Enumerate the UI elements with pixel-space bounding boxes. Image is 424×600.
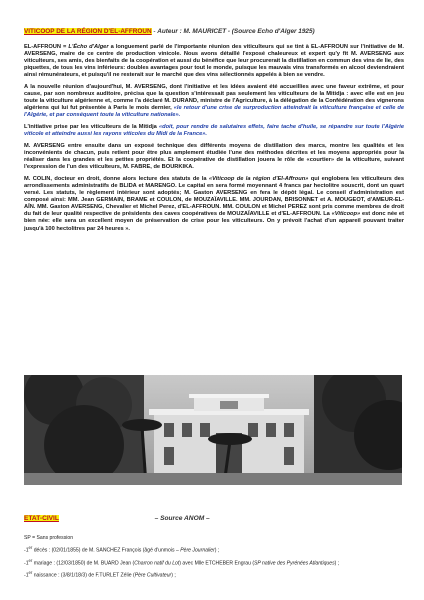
- record-text: décès : (02/01/1855) de M. SANCHEZ François (âgé d'unmois –: [32, 547, 181, 554]
- record-text: naissance : (3/8/1/18/3) de F.TURLET Zélie (: [32, 573, 135, 580]
- paragraph-1-text: a longuement parlé de l'importante réunion des viticulteurs qui se tint à EL-AFFROUN sur l'initiative de M. AVERSENG, maire de ce centre de production vinicole. Nous avons détaillé l'exposé chaleureux et expert qu'y fit M. AVERSENG aux viticulteurs, ses amis, des bienfaits de la coopération et aussi du bénéfice que leur procurerait la distillation en commun des vins de lie, des piquettes, de tous les vins inférieurs: doubles avantages pour tout le monde, puisque les mauvais vins transformés en alcool deviendraient ainsi rémunérateurs, et puisqu'il ne resterait sur le marché que des vins sélectionnés appelés à bien se vendre.: [24, 44, 404, 79]
- record-ordinal: er: [28, 544, 33, 550]
- record-note: Charron natif du Lot: [134, 560, 180, 567]
- section-title: ETAT-CIVIL: [24, 515, 59, 522]
- record-prefix: -1: [24, 547, 29, 554]
- record-note: Père Cultivateur: [134, 573, 172, 580]
- dateline: EL-AFFROUN =: [24, 44, 69, 50]
- article-body: [24, 44, 404, 237]
- paragraph-5-text-3: est donc née et bien née: elle sera un excellent moyen de préservation de crise pour les viticulteurs. On y prévoit l'achat d'un appareil pouvant traiter jusqu'à 100 hectolitres par 24 heures ».: [24, 211, 404, 232]
- record-note-2: SP native des Pyrénées Atlantiques: [254, 560, 335, 567]
- record-prefix: -1: [24, 560, 29, 567]
- civil-records: [24, 535, 404, 583]
- record-text-2: ) avec Mlle ETCHEBER Engrau (: [179, 560, 255, 567]
- paragraph-4: M. AVERSENG entre ensuite dans un exposé technique des différents moyens de distillation des marcs, montre les qualités et les inconvénients de chacun, puis retient pour être plus amplement étudiée l'une des méthodes décrites et les moyens appropriés pour la réaliser dans les grandes et les petites propriétés. Et la coopérative de distillation jouera le rôle de «courtier» de la viticulture, suivant l'expression de l'un des viticulteurs, M. FABRE, de BOURKIKA.: [24, 142, 404, 171]
- sp-legend: SP = Sans profession: [24, 535, 74, 541]
- section-header: [24, 515, 404, 523]
- record-text: mariage : (12/03/1850) de M. BUARD Jean (: [32, 560, 135, 567]
- paragraph-3: [24, 124, 404, 138]
- paragraph-1: [24, 44, 404, 79]
- town-hall-photo-image: [24, 375, 402, 485]
- article-source: Auteur : M. MAURICET - (Source Echo d'Alger 1925): [157, 28, 315, 35]
- civil-record-marriage: [24, 558, 404, 567]
- paragraph-2: [24, 84, 404, 119]
- mitidja-quote: «doit, pour rendre de salutaires effets, faire tache d'huile, se répandre sur toute l'Algérie viticole et atteindre aussi les rayons viticoles du Midi de la France».: [24, 124, 404, 138]
- article-title: VITICOOP DE LA RÉGION D'EL-AFFROUN: [24, 28, 152, 35]
- paragraph-5-text-2: qui englobera les viticulteurs des arrondissements administratifs de BLIDA et MARENGO. Le capital en sera formé moyennant 4 francs par hectolitre souscrit, dont un quart versé. Les statuts, le règlement intérieur sont adoptés; M. Gaston AVERSENG en fera le dépôt légal. Le conseil d'administration est composé ainsi: MM. Jean GERMAIN, BRAME et COULON, de MOUZAÏAVILLE. MM. JOURDAN, BRISONNET et A. MOUGEOT, d'AMEUR-EL-AÏN. MM. Gaston AVERSENG, Chevalier et Michel Perez, d'EL-AFFROUN. MM. COULON et Michel PEREZ sont pris comme membres de droit du fait de leur qualité respective de présidents des caves coopératives de MOUZAÏAVILLE et d'EL-AFFROUN. La: [24, 175, 404, 218]
- paragraph-5: [24, 176, 404, 233]
- paragraph-5-text: M. COLIN, docteur en droit, donne alors lecture des statuts de la: [24, 175, 209, 182]
- paragraph-3-text: L'initiative prise par les viticulteurs de la Mitidja: [24, 124, 159, 131]
- record-end: ) ;: [171, 573, 176, 580]
- article-header: [24, 28, 404, 36]
- minister-quote: «le retour d'une crise de surproduction atteindrait la viticulture française et celle de l'Algérie, et par conséquent toute la viticulture nationale».: [24, 105, 404, 119]
- newspaper-name: L'Écho d'Alger: [68, 44, 109, 50]
- record-end: ) ;: [334, 560, 340, 567]
- coop-name: «Viticoop de la région d'El-Affroun»: [208, 175, 309, 182]
- paragraph-2-text: A la nouvelle réunion d'aujourd'hui, M. AVERSENG, dont l'initiative et les idées avaient été accueillies avec une faveur extrême, et pour cause, par son nombreux auditoire, précisa que la question s'intéressait pas seulement les viticulteurs de la Mitidja : avec elle est en jeu toute la viticulture algérienne et, comme l'a déclaré M. DURAND, ministre de l'Agriculture, à la délégation de la Confédération des vignerons algériens qui lui fut présentée à Paris le mois dernier,: [24, 84, 404, 112]
- record-end: ) ;: [214, 547, 220, 554]
- town-hall-photo: [24, 375, 402, 485]
- record-ordinal: er: [28, 557, 33, 563]
- record-prefix: -1: [24, 573, 29, 580]
- civil-record-death: [24, 545, 404, 554]
- title-dash: -: [151, 28, 156, 35]
- civil-record-birth: [24, 570, 404, 579]
- record-note: Père Journalier: [180, 547, 215, 554]
- record-ordinal: er: [28, 570, 33, 576]
- coop-short-name: «Viticoop»: [331, 211, 361, 218]
- section-source: – Source ANOM –: [154, 515, 210, 522]
